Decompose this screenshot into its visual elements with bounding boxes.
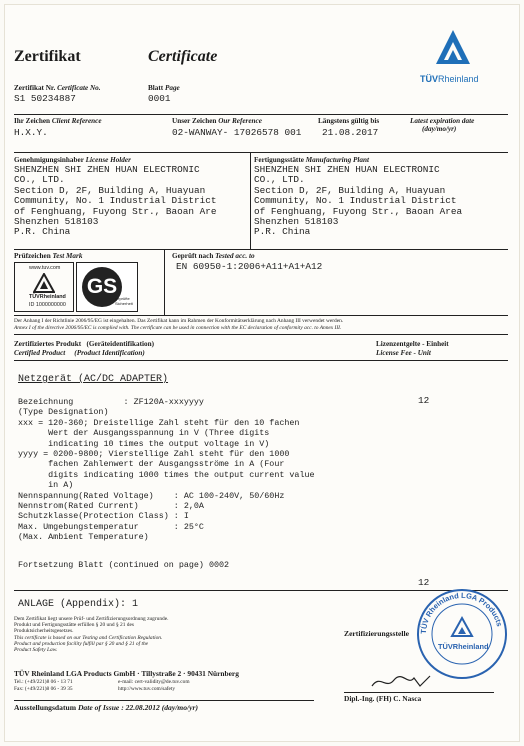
- plant-line: of Fenghuang, Fuyong Str., Baoan Area: [254, 205, 463, 217]
- our-ref-label: Unser Zeichen Our Reference: [172, 117, 262, 125]
- holder-line: of Fenghuang, Fuyong Str., Baoan Are: [14, 205, 217, 217]
- tested-standard: EN 60950-1:2006+A11+A1+A12: [176, 261, 323, 272]
- divider: [14, 315, 508, 316]
- divider: [14, 249, 508, 250]
- holder-line: Community, No. 1 Industrial District: [14, 195, 217, 207]
- valid-label-en: Latest expiration date: [410, 117, 475, 125]
- divider: [164, 249, 165, 315]
- spec-line: Schutzklasse(Protection Class) : I: [18, 511, 189, 522]
- company-address: TÜV Rheinland LGA Products GmbH · Tillystraße 2 · 90431 Nürnberg: [14, 669, 239, 678]
- signer: Dipl.-Ing. (FH) C. Nasca: [344, 694, 422, 703]
- spec-line: (Type Designation): [18, 407, 109, 418]
- title-de: Zertifikat: [14, 48, 81, 65]
- tuv-test-mark: [14, 262, 74, 312]
- seal-text: TÜV Rheinland LGA Products: [418, 590, 505, 635]
- plant-line: Community, No. 1 Industrial District: [254, 195, 457, 207]
- mark-url: www.tuv.com: [29, 265, 61, 271]
- official-seal: [416, 588, 508, 680]
- mark-id: ID 1000000000: [29, 302, 66, 308]
- logo-text-rheinland: Rheinland: [438, 74, 479, 84]
- tuv-logo: [418, 26, 488, 92]
- tuv-mark-icon: [33, 273, 55, 293]
- legal-text: [14, 616, 168, 653]
- tel: Tel.: (+49/221)8 06 - 13 71: [14, 679, 73, 685]
- logo-text-tuv: TÜV: [420, 74, 438, 84]
- legal-line: Product Safety Law.: [14, 647, 58, 654]
- gs-mark: [76, 262, 138, 312]
- cert-body: Zertifizierungsstelle: [344, 629, 409, 638]
- seal-logo: TÜVRheinland: [438, 642, 489, 651]
- spec-line: indicating 10 times the output voltage in V): [18, 438, 270, 449]
- plant-address: [254, 165, 462, 238]
- plant-line: SHENZHEN SHI ZHEN HUAN ELECTRONIC: [254, 164, 440, 175]
- product-label: Zertifiziertes Produkt (Geräteidentifikation): [14, 340, 155, 348]
- spec-line: Wert der Ausgangsspannung in V (Three digits: [18, 428, 270, 439]
- holder-line: SHENZHEN SHI ZHEN HUAN ELECTRONIC: [14, 164, 200, 175]
- legal-line: Produkt und Fertigungsstätte erfüllen § 20 und § 21 des: [14, 622, 134, 629]
- web: http://www.tuv.com/safety: [118, 686, 176, 692]
- holder-line: CO., LTD.: [14, 174, 65, 186]
- plant-label: Fertigungsstätte Manufacturing Plant: [254, 156, 370, 164]
- our-ref: 02-WANWAY- 17026578 001: [172, 127, 302, 138]
- valid-label-format: (day/mo/yr): [422, 125, 457, 133]
- annex-en: Annex I of the directive 2006/95/EC is complied with. The certificate can be used in connection with the EC declaration of conformity acc. to Annex III.: [14, 325, 342, 331]
- gs-mark-text: GS: [82, 267, 122, 307]
- seal-icon: [416, 588, 508, 680]
- cert-no: S1 50234887: [14, 93, 76, 104]
- test-mark-label: Prüfzeichen Test Mark: [14, 252, 83, 260]
- divider: [14, 114, 508, 115]
- page-label: Blatt Page: [148, 84, 180, 92]
- title-en: Certificate: [148, 48, 218, 65]
- plant-line: Shenzhen 518103: [254, 216, 339, 228]
- legal-line: Product and production facility fulfill par § 20 and § 21 of the: [14, 640, 149, 647]
- gs-mark-sub: geprüfte Sicherheit: [115, 296, 133, 306]
- product-label-en: Certified Product (Product Identification): [14, 349, 145, 357]
- client-ref: H.X.Y.: [14, 127, 48, 138]
- continued-note: Fortsetzung Blatt (continued on page) 0002: [18, 560, 230, 570]
- plant-line: Section D, 2F, Building A, Huayuan: [254, 184, 446, 196]
- mark-logo-text: TÜVRheinland: [29, 294, 66, 300]
- divider: [14, 152, 508, 153]
- holder-line: Section D, 2F, Building A, Huayuan: [14, 184, 206, 196]
- fee-label: Lizenzentgelte - Einheit: [376, 340, 449, 348]
- fee-value: 12: [418, 577, 430, 588]
- email: e-mail: cert-validity@de.tuv.com: [118, 679, 190, 685]
- holder-label: Genehmigungsinhaber License Holder: [14, 156, 131, 164]
- legal-line: Dem Zertifikat liegt unsere Prüf- und Zertifizierungsordnung zugrunde.: [14, 616, 169, 622]
- divider: [14, 360, 508, 361]
- plant-line: CO., LTD.: [254, 174, 305, 186]
- valid-label: Längstens gültig bis: [318, 117, 380, 125]
- divider: [14, 700, 314, 701]
- fee-label-en: License Fee - Unit: [376, 349, 431, 357]
- fax: Fax: (+49/221)8 06 - 39 35: [14, 686, 73, 692]
- spec-line: in A): [18, 480, 74, 491]
- spec-line: (Max. Ambient Temperature): [18, 532, 149, 543]
- product-spec: [18, 397, 315, 543]
- legal-line: This certificate is based on our Testing and Certification Regulation.: [14, 634, 163, 641]
- spec-line: Bezeichnung : ZF120A-xxxyyyy: [18, 397, 204, 407]
- holder-line: Shenzhen 518103: [14, 216, 99, 228]
- holder-line: P.R. China: [14, 226, 71, 238]
- product-name: Netzgerät (AC/DC ADAPTER): [18, 374, 169, 385]
- issue-date: Ausstellungsdatum Date of Issue : 22.08.2012 (day/mo/yr): [14, 703, 198, 712]
- divider: [14, 334, 508, 335]
- tested-label: Geprüft nach Tested acc. to: [172, 252, 255, 260]
- plant-line: P.R. China: [254, 226, 311, 238]
- cert-no-label: Zertifikat Nr. Certificate No.: [14, 84, 101, 92]
- spec-line: yyyy = 0200-9800; Vierstellige Zahl steht für den 1000: [18, 449, 290, 460]
- spec-line: Max. Umgebungstemperatur : 25°C: [18, 521, 204, 532]
- spec-line: Nennstrom(Rated Current) : 2,0A: [18, 501, 204, 512]
- client-ref-label: Ihr Zeichen Client Reference: [14, 117, 102, 125]
- appendix: ANLAGE (Appendix): 1: [18, 599, 139, 610]
- holder-address: [14, 165, 217, 238]
- spec-line: fachen Zahlenwert der Ausgangsströme in A (Four: [18, 459, 285, 470]
- valid-date: 21.08.2017: [322, 127, 379, 138]
- spec-line: Nennspannung(Rated Voltage) : AC 100-240V, 50/60Hz: [18, 490, 285, 501]
- spec-line: xxx = 120-360; Dreistellige Zahl steht für den 10 fachen: [18, 417, 300, 428]
- fee-value: 12: [418, 395, 430, 406]
- annex-de: Der Anhang I der Richtlinie 2006/95/EG ist eingehalten. Das Zertifikat kann im Rahmen der Konformitätserklärung nach Anhang III verwendet werden.: [14, 318, 344, 324]
- divider: [250, 152, 251, 249]
- signature-line: [344, 692, 494, 693]
- legal-line: Produktsicherheitsgesetzes.: [14, 628, 74, 635]
- page-no: 0001: [148, 93, 171, 104]
- spec-line: digits indicating 1000 times the output current value: [18, 469, 315, 480]
- signature-icon: [368, 672, 438, 692]
